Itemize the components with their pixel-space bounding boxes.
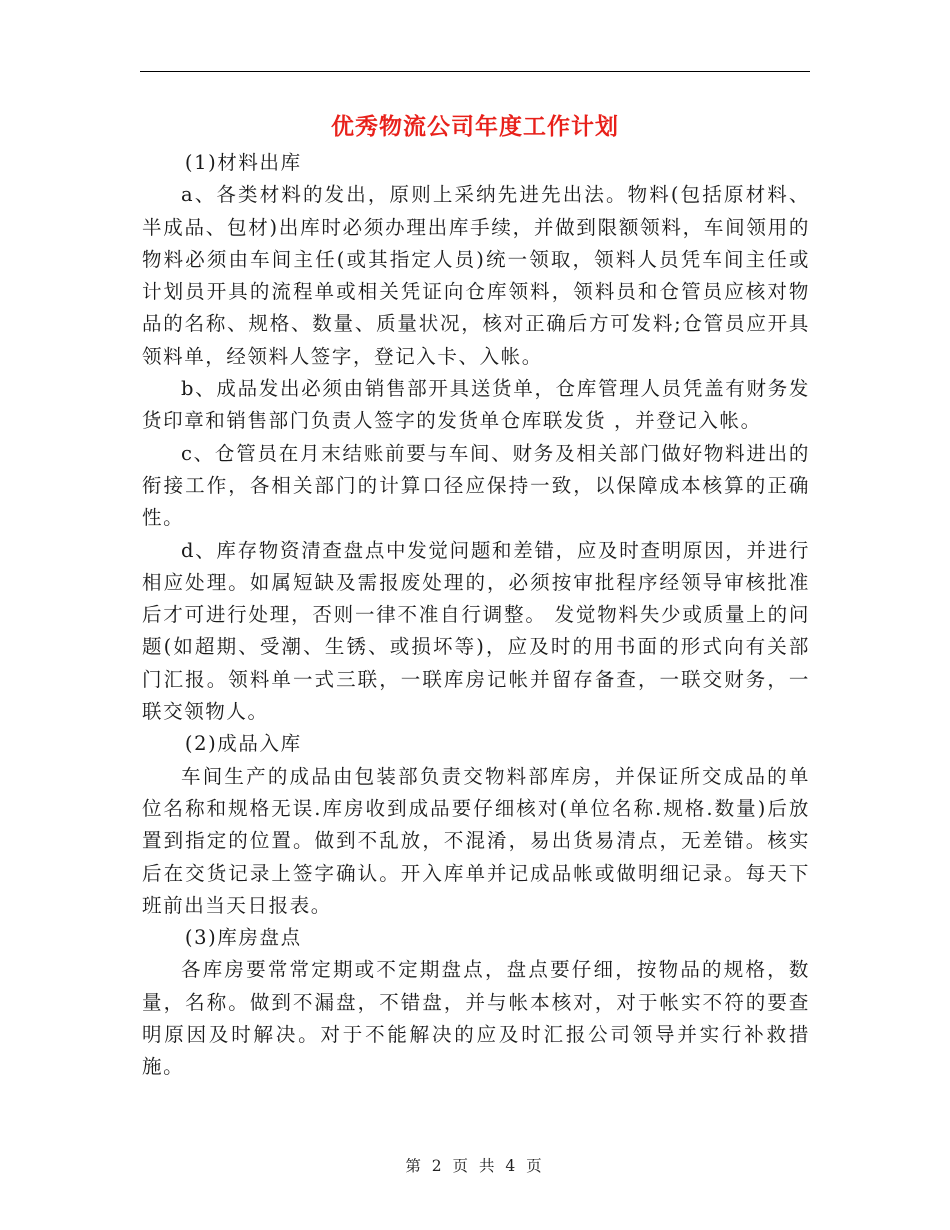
paragraph-inventory-check: 各库房要常常定期或不定期盘点，盘点要仔细，按物品的规格，数量，名称。做到不漏盘，不错盘，并与帐本核对，对于帐实不符的要查明原因及时解决。对于不能解决的应及时汇报公司领导并实行补救措施。 — [142, 958, 810, 1079]
page-number: 第 2 页 共 4 页 — [405, 1157, 545, 1175]
header-rule — [140, 71, 810, 72]
paragraph-d: d、库存物资清查盘点中发觉问题和差错，应及时查明原因，并进行相应处理。如属短缺及需报废处理的，必须按审批程序经领导审核批准后才可进行处理，否则一律不准自行调整。 发觉物料失少或质量上的问题(如超期、受潮、生锈、或损坏等)，应及时的用书面的形式向有关部门汇报。领料单一式三联，一联库房记帐并留存备查，一联交财务，一联交领物人。 — [142, 538, 810, 724]
paragraph-b: b、成品发出必须由销售部开具送货单，仓库管理人员凭盖有财务发货印章和销售部门负责人签字的发货单仓库联发货 ，并登记入帐。 — [142, 377, 810, 433]
document-body — [142, 147, 810, 1084]
paragraph-a: a、各类材料的发出，原则上采纳先进先出法。物料(包括原材料、半成品、包材)出库时必须办理出库手续，并做到限额领料，车间领用的物料必须由车间主任(或其指定人员)统一领取，领料人员凭车间主任或计划员开具的流程单或相关凭证向仓库领料，领料员和仓管员应核对物品的名称、规格、数量、质量状况，核对正确后方可发料;仓管员应开具领料单，经领料人签字，登记入卡、入帐。 — [142, 183, 810, 368]
paragraph-product-inbound: 车间生产的成品由包装部负责交物料部库房，并保证所交成品的单位名称和规格无误.库房收到成品要仔细核对(单位名称.规格.数量)后放置到指定的位置。做到不乱放，不混淆，易出货易清点，无差错。核实后在交货记录上签字确认。开入库单并记成品帐或做明细记录。每天下班前出当天日报表。 — [142, 764, 810, 917]
section-heading-product-inbound: (2)成品入库 — [184, 732, 302, 756]
document-title: 优秀物流公司年度工作计划 — [331, 114, 619, 140]
paragraph-c: c、仓管员在月末结账前要与车间、财务及相关部门做好物料进出的衔接工作，各相关部门的计算口径应保持一致，以保障成本核算的正确性。 — [142, 441, 810, 530]
section-heading-inventory-check: (3)库房盘点 — [184, 926, 302, 950]
section-heading-material-outbound: (1)材料出库 — [184, 151, 302, 174]
